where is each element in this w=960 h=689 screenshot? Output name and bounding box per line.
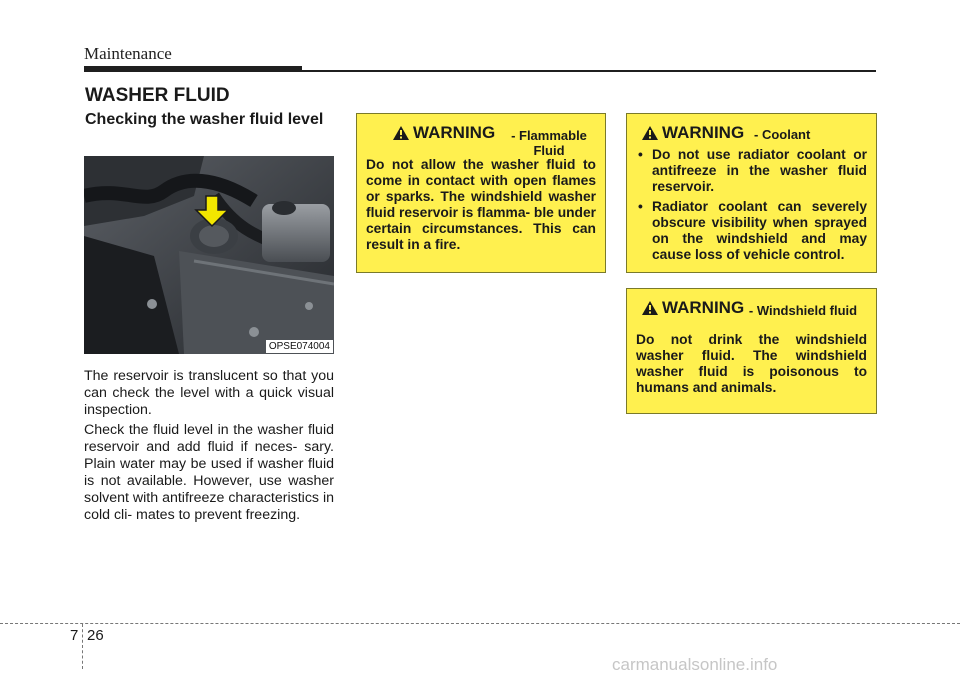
header-rule-thin [302,70,876,72]
footer-page-divider [82,624,83,669]
warning-body: Do not drink the windshield washer fluid. The windshield washer fluid is poisonous to humans and animals. [636,332,867,395]
body-paragraph-2: Check the fluid level in the washer fluid reservoir and add fluid if neces- sary. Plain water may be used if washer fluid is not available. However, use washer solvent with antifreeze characteristics in cold cli- mates to prevent freezing. [84,422,334,523]
header-rule-thick [84,66,302,72]
warning-subtitle: - Windshield fluid [748,303,858,318]
warning-label: WARNING [662,298,745,317]
warning-box-coolant [626,113,877,273]
page-title: WASHER FLUID [85,85,230,106]
warning-subtitle: - Coolant [754,127,811,142]
footer-divider [0,623,960,624]
warning-header [636,123,867,147]
chapter-number: 7 [70,627,79,644]
warning-body: Do not allow the washer fluid to come in contact with open flames or sparks. The windshield washer fluid reservoir is flamma- ble under certain circumstances. This can result in a fire. [366,157,597,252]
warning-header [636,298,867,332]
page-number: 26 [87,627,104,644]
header-section-title: Maintenance [84,44,172,63]
warning-box-windshield [626,288,877,414]
warning-subtitle: - Flammable Fluid [511,128,587,158]
subsection-title: Checking the washer fluid level [85,111,324,128]
warning-triangle-icon [642,301,658,315]
watermark-text: carmanualsonline.info [612,655,778,674]
warning-triangle-icon [642,126,658,140]
warning-header [366,123,596,157]
warning-triangle-icon [393,126,409,140]
warning-list [636,147,867,263]
warning-label: WARNING [662,123,745,142]
engine-bay-photo [84,156,334,354]
warning-label: WARNING [413,123,496,142]
warning-list-item: • Do not use radiator coolant or antifreeze in the washer fluid reservoir. [636,147,867,195]
body-paragraph-1: The reservoir is translucent so that you can check the level with a quick visual inspection. [84,368,334,418]
photo-caption: OPSE074004 [266,340,333,353]
warning-list-item: • Radiator coolant can severely obscure visibility when sprayed on the windshield and may cause loss of vehicle control. [636,199,867,263]
engine-bay-illustration [84,156,334,354]
warning-box-flammable [356,113,606,273]
